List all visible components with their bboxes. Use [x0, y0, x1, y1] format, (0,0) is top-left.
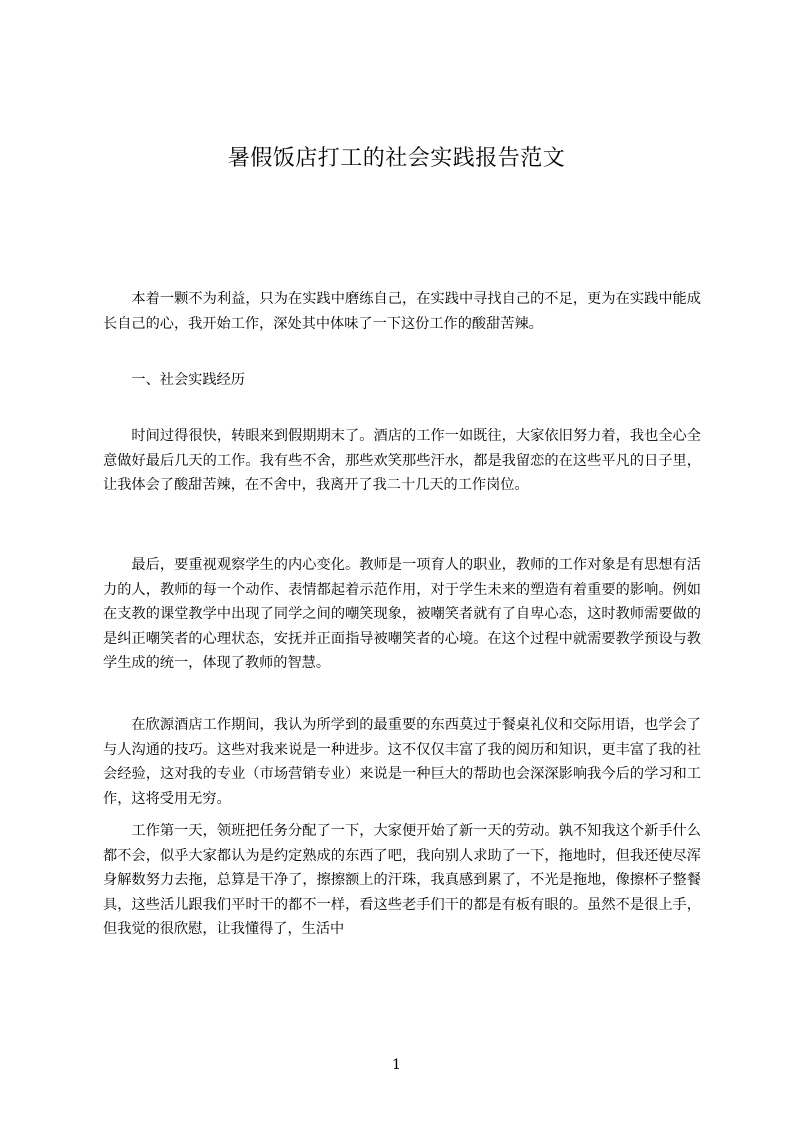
paragraph-first-day: 工作第一天，领班把任务分配了一下，大家便开始了新一天的劳动。孰不知我这个新手什么都不会，似乎大家都认为是约定熟成的东西了吧，我向别人求助了一下，拖地时，但我还使尽浑身解数努力去拖，总算是干净了，擦擦额上的汗珠，我真感到累了，不光是拖地，像擦杯子整餐具，这些活儿跟我们平时干的都不一样，看这些老手们干的都是有板有眼的。虽然不是很上手，但我觉的很欣慰，让我懂得了，生活中 — [103, 823, 701, 938]
page-number: 1 — [392, 1057, 401, 1073]
paragraph-teacher: 最后，要重视观察学生的内心变化。教师是一项育人的职业，教师的工作对象是有思想有活力的人，教师的每一个动作、表情都起着示范作用，对于学生未来的塑造有着重要的影响。例如在支教的课堂教学中出现了同学之间的嘲笑现象，被嘲笑者就有了自卑心态，这时教师需要做的是纠正嘲笑者的心理状态，安抚并正面指导被嘲笑者的心境。在这个过程中就需要教学预设与教学生成的统一，体现了教师的智慧。 — [103, 557, 701, 672]
paragraph-hotel: 在欣源酒店工作期间，我认为所学到的最重要的东西莫过于餐桌礼仪和交际用语，也学会了与人沟通的技巧。这些对我来说是一种进步。这不仅仅丰富了我的阅历和知识，更丰富了我的社会经验，这对我的专业（市场营销专业）来说是一种巨大的帮助也会深深影响我今后的学习和工作，这将受用无穷。 — [103, 717, 701, 807]
paragraph-experience: 时间过得很快，转眼来到假期期末了。酒店的工作一如既往，大家依旧努力着，我也全心全意做好最后几天的工作。我有些不舍，那些欢笑那些汗水，都是我留恋的在这些平凡的日子里，让我体会了酸甜苦辣，在不舍中，我离开了我二十几天的工作岗位。 — [103, 428, 701, 494]
paragraph-intro: 本着一颗不为利益，只为在实践中磨练自己，在实践中寻找自己的不足，更为在实践中能成长自己的心，我开始工作，深处其中体味了一下这份工作的酸甜苦辣。 — [103, 291, 701, 332]
document-title: 暑假饭店打工的社会实践报告范文 — [227, 146, 566, 171]
section-heading: 一、社会实践经历 — [131, 372, 245, 388]
